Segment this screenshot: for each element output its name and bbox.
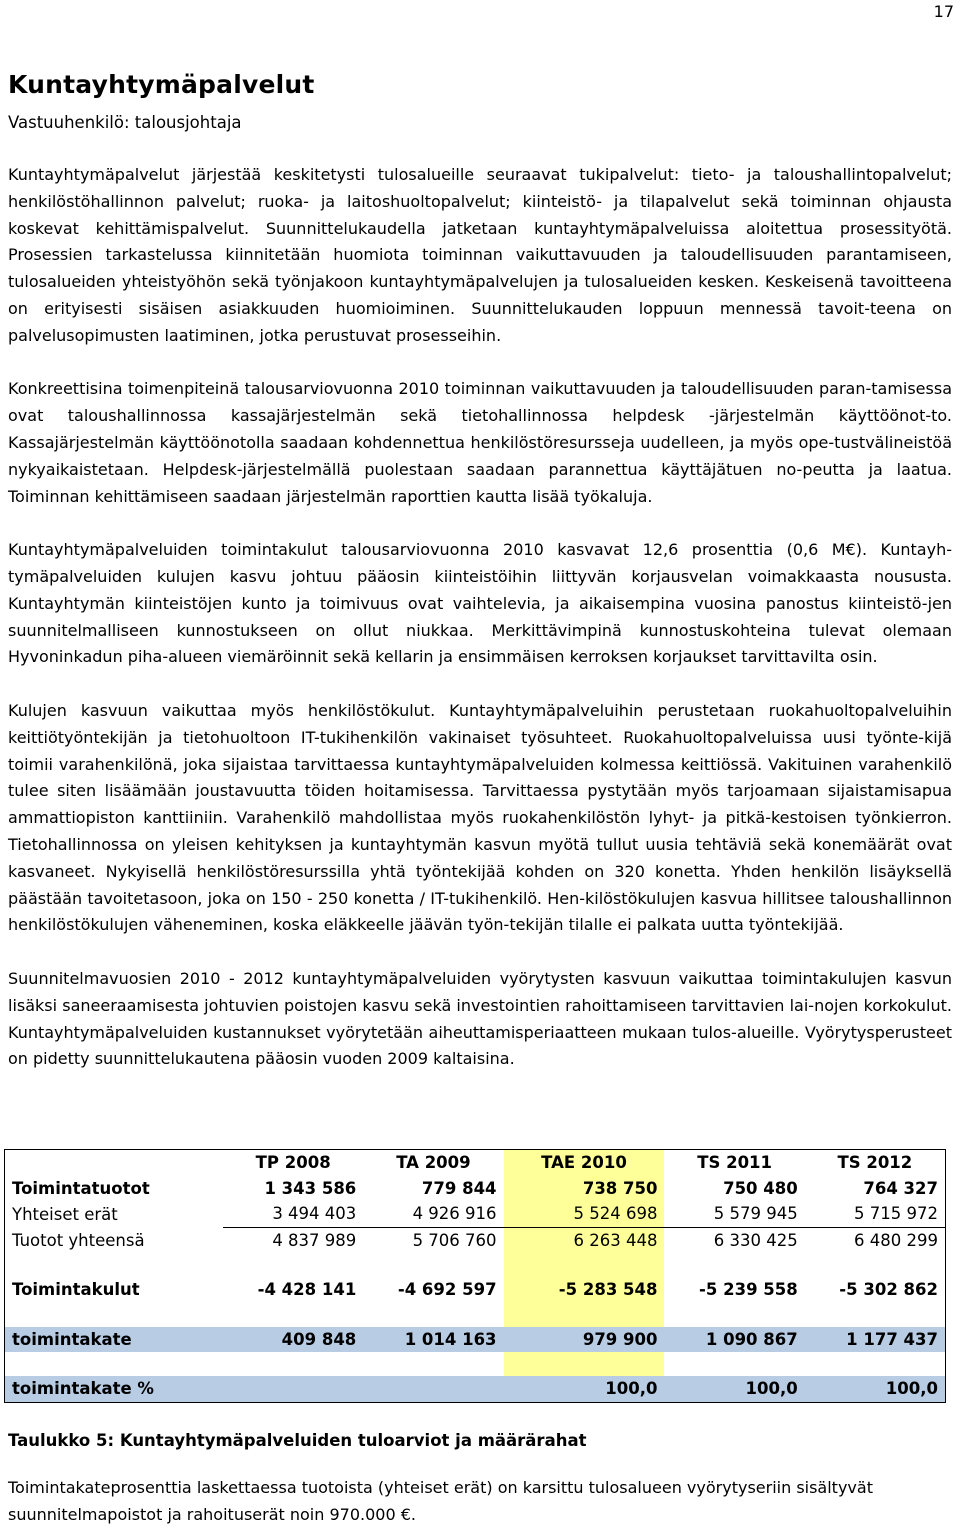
table-cell: 1 090 867 [664, 1327, 804, 1353]
table-cell: 5 706 760 [412, 1230, 497, 1250]
paragraph: Konkreettisina toimenpiteinä talousarviovuonna 2010 toiminnan vaikuttavuuden ja taloudellisuuden paran-tamisessa ovat taloushallinnossa kassajärjestelmän sekä tietohallinnossa helpdesk -järjestelmän käyttöönot-to. Kassajärjestelmän käyttöönotolla saadaan kohdennettua henkilöstöresursseja uudelleen, ja myös ope-tustvälineistöä nykyaikaistetaan. Helpdesk-järjestelmällä puolestaan saadaan parannettua käyttäjätuen no-peutta ja laatua. Toiminnan kehittämiseen saadaan järjestelmän raporttien kautta lisää työkaluja. [8, 379, 952, 506]
table-row [5, 1277, 946, 1303]
paragraph: Kuntayhtymäpalvelut järjestää keskitetysti tulosalueille seuraavat tukipalvelut: tieto- ja taloushallintopalvelut; henkilöstöhallinnon palvelut; ruoka- ja laitoshuoltopalvelut; kiinteistö- ja tilapalvelut sekä toiminnan ohjausta koskevat kehittämispalvelut. Suunnittelukaudella jatketaan kuntayhtymäpalveluissa aloitettua prosessityötä. Prosessien tarkastelussa kiinnitetään huomiota toiminnan vaikuttavuuden ja taloudellisuuden parantamiseen, tulosalueiden yhteistyöhön sekä työnjakoon kuntayhtymäpalvelujen ja tulosalueiden kesken. Keskeisenä tavoitteena on erityisesti sisäisen asiakkuuden huomioiminen. Suunnittelukauden loppuun mennessä tavoit-teena on palvelusopimusten laatiminen, jotka perustuvat prosesseihin. [8, 165, 952, 345]
table-cell: 5 524 698 [504, 1201, 665, 1227]
table-spacer [5, 1352, 946, 1376]
table-cell: 750 480 [723, 1178, 798, 1198]
table-cell [363, 1376, 503, 1402]
table-header-cell [5, 1150, 224, 1176]
table-cell: 1 177 437 [805, 1327, 946, 1353]
table-cell: 6 330 425 [713, 1230, 798, 1250]
row-label: Toimintatuotot [12, 1178, 150, 1198]
table-header-cell: TS 2011 [697, 1153, 773, 1173]
table-cell: -4 692 597 [397, 1280, 497, 1300]
table-row [5, 1201, 946, 1227]
table-cell: 100,0 [504, 1376, 665, 1402]
table-cell: 100,0 [664, 1376, 804, 1402]
page-title: Kuntayhtymäpalvelut [8, 70, 315, 99]
table-cell: -5 283 548 [504, 1277, 665, 1303]
table-cell: 409 848 [223, 1327, 363, 1353]
table-cell: 979 900 [504, 1327, 665, 1353]
table-cell: 6 263 448 [504, 1227, 665, 1253]
table-row [5, 1227, 946, 1253]
table-cell: 1 014 163 [363, 1327, 503, 1353]
table-cell: 3 494 403 [223, 1201, 363, 1227]
table-spacer [5, 1303, 946, 1327]
table-row [5, 1376, 946, 1402]
table-row [5, 1176, 946, 1202]
table-cell: 5 715 972 [805, 1201, 946, 1227]
row-label: toimintakate % [5, 1376, 224, 1402]
table-header-cell: TAE 2010 [504, 1150, 665, 1176]
table-row [5, 1327, 946, 1353]
table-cell: 4 837 989 [272, 1230, 357, 1250]
row-label: Tuotot yhteensä [12, 1230, 145, 1250]
table-header-cell: TS 2012 [837, 1153, 913, 1173]
table-header-row [5, 1150, 946, 1176]
table-cell: 4 926 916 [363, 1201, 503, 1227]
paragraph: Kulujen kasvuun vaikuttaa myös henkilöstökulut. Kuntayhtymäpalveluihin perustetaan ruokahuoltopalveluihin keittiötyöntekijän ja tietohuoltoon IT-tukihenkilön vakinaiset työsuhteet. Ruokahuoltopalveluissa uusi työnte-kijä toimii varahenkilönä, joka sijaistaa tarvittaessa kuntayhtymäpalveluiden kolmessa keittiössä. Vakituinen varahenkilö tulee siten lisäämään joustavuutta töiden hoitamisessa. Tarvittaessa pystytään myös tarjoamaan sijaistamisapua ammattiopiston kanttiiniin. Varahenkilö mahdollistaa myös ruokahenkilöstön lyhyt- ja pitkä-kestoisen työnkierron. Tietohallinnossa on yleisen kehityksen ja kuntayhtymän kasvun myötä tullut uusia tehtäviä sekä konemäärät ovat kasvaneet. Nykyisellä henkilöstöresurssilla yhtä työntekijää kohden on 320 konetta. Yhden henkilön lisäyksellä päästään tavoitetasoon, joka on 150 - 250 konetta / IT-tukihenkilö. Hen-kilöstökulujen kasvua hillitsee taloushallinnon henkilöstökulujen väheneminen, koska eläkkeelle jäävän työn-tekijän tilalle ei palkata uutta työntekijää. [8, 700, 952, 935]
body-text [8, 162, 952, 1100]
table-spacer [5, 1253, 946, 1277]
row-label: Yhteiset erät [12, 1204, 118, 1224]
page-number: 17 [933, 2, 954, 21]
row-label: Toimintakulut [12, 1280, 140, 1300]
footnote-paragraph: Toimintakateprosenttia laskettaessa tuotoista (yhteiset erät) on karsittu tulosalueen vyörytyseriin sisältyvät suunnitelmapoistot ja rahoituserät noin 970.000 €. [8, 1478, 873, 1524]
table-cell: -4 428 141 [257, 1280, 357, 1300]
table-cell [223, 1376, 363, 1402]
row-label: toimintakate [5, 1327, 224, 1353]
table-header-cell: TA 2009 [396, 1153, 471, 1173]
table-cell: 100,0 [805, 1376, 946, 1402]
table-header-cell: TP 2008 [255, 1153, 331, 1173]
paragraph: Suunnitelmavuosien 2010 - 2012 kuntayhtymäpalveluiden vyörytysten kasvuun vaikuttaa toimintakulujen kasvun lisäksi saneeraamisesta johtuvien poistojen kasvu sekä investointien rahoittamiseen tarvittavien lai-nojen korkokulut. Kuntayhtymäpalveluiden kustannukset vyörytetään aiheuttamisperiaatteen mukaan tulos-alueille. Vyörytysperusteet on pidetty suunnittelukautena pääosin vuoden 2009 kaltaisina. [8, 968, 952, 1069]
table-cell: -5 239 558 [699, 1280, 798, 1300]
table-cell: 5 579 945 [664, 1201, 804, 1227]
budget-table [4, 1149, 946, 1403]
table-cell: 6 480 299 [854, 1230, 938, 1250]
table-cell: 1 343 586 [264, 1178, 357, 1198]
table-caption: Taulukko 5: Kuntayhtymäpalveluiden tuloarviot ja määrärahat [8, 1431, 587, 1450]
responsible-person: Vastuuhenkilö: talousjohtaja [8, 113, 242, 132]
table-cell: 779 844 [421, 1178, 497, 1198]
paragraph: Kuntayhtymäpalveluiden toimintakulut talousarviovuonna 2010 kasvavat 12,6 prosenttia (0,6 M€). Kuntayh-tymäpalveluiden kulujen kasvu johtuu pääosin kiinteistöihin liittyvän korjausvelan voimakkaasta noususta. Kuntayhtymän kiinteistöjen kunto ja toimivuus ovat vaihtelevia, ja aikaisempina vuosina panostus kiinteistö-jen suunnitelmalliseen kunnostukseen on ollut niukkaa. Merkittävimpinä kunnostuskohteina tulevat olemaan Hyvoninkadun piha-alueen viemäröinnit sekä kellarin ja ensimmäisen kerroksen korjaukset tarvittavilta osin. [8, 540, 952, 667]
table-cell: 738 750 [504, 1176, 665, 1202]
table-cell: -5 302 862 [839, 1280, 938, 1300]
table-cell: 764 327 [863, 1178, 938, 1198]
